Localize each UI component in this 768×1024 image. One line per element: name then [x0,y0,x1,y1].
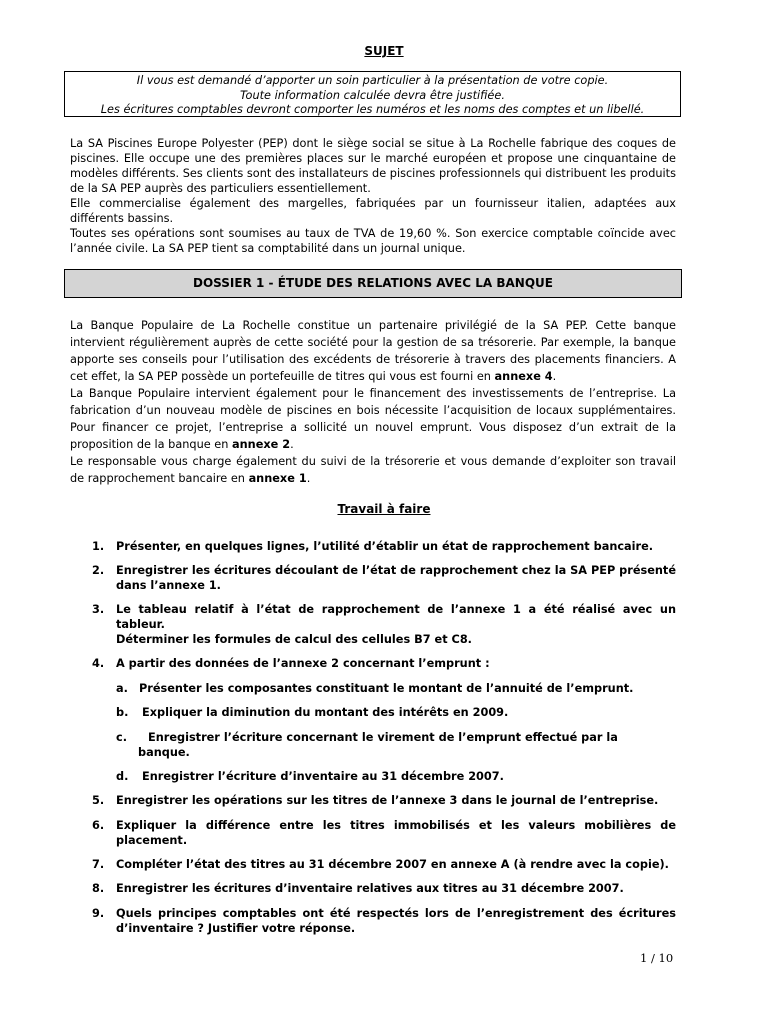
intro-paragraph: Elle commercialise également des margelles, fabriquées par un fournisseur italien, adaptées aux différents bassins. [70,197,676,225]
task-text: A partir des données de l’annexe 2 concernant l’emprunt : [116,657,490,670]
subtask-item [116,769,676,784]
task-item [92,857,676,872]
annex-reference: annexe 1 [248,472,307,485]
task-text-detail: Déterminer les formules de calcul des cellules B7 et C8. [116,633,472,646]
task-text: Compléter l’état des titres au 31 décembre 2007 en annexe A (à rendre avec la copie). [116,858,669,871]
intro-paragraph: Toutes ses opérations sont soumises au taux de TVA de 19,60 %. Son exercice comptable coïncide avec l’année civile. La SA PEP tient sa comptabilité dans un journal unique. [70,227,676,255]
subtask-item [116,730,666,760]
subtask-item [116,705,676,720]
subtask-text: Enregistrer l’écriture concernant le virement de l’emprunt effectué par la banque. [138,731,618,759]
task-item [92,602,676,647]
task-number: 5. [92,794,105,807]
task-text: Le tableau relatif à l’état de rapprochement de l’annexe 1 a été réalisé avec un tableur. [116,603,676,631]
subtask-letter: a. [116,682,128,695]
paragraph-text: Le responsable vous charge également du suivi de la trésorerie et vous demande d’exploiter son travail de rapprochement bancaire en [70,455,676,485]
paragraph-end: . [290,438,294,451]
page-title: SUJET [364,44,404,58]
instructions-box [64,71,681,117]
subtask-text: Présenter les composantes constituant le montant de l’annuité de l’emprunt. [139,682,634,695]
task-number: 2. [92,564,105,577]
task-text: Quels principes comptables ont été respectés lors de l’enregistrement des écritures d’inventaire ? Justifier votre réponse. [116,907,676,935]
task-item [92,793,676,808]
task-item [92,881,676,896]
bank-paragraph [70,453,676,487]
task-text: Présenter, en quelques lignes, l’utilité d’établir un état de rapprochement bancaire. [116,540,654,553]
notice-line: Il vous est demandé d’apporter un soin particulier à la présentation de votre copie. [136,74,609,87]
paragraph-end: . [552,370,557,383]
subtask-letter: c. [116,731,127,744]
task-number: 7. [92,858,105,871]
task-item [92,539,676,554]
notice-line: Les écritures comptables devront comporter les numéros et les noms des comptes et un libellé. [100,103,645,116]
task-number: 1. [92,540,105,553]
company-intro [70,136,676,256]
work-heading: Travail à faire [337,502,431,516]
subtask-item [116,681,676,696]
subtask-text: Expliquer la diminution du montant des intérêts en 2009. [142,706,509,719]
task-number: 3. [92,603,105,616]
annex-reference: annexe 4 [494,370,553,383]
task-item [92,563,676,593]
task-text: Expliquer la différence entre les titres immobilisés et les valeurs mobilières de placement. [116,819,676,847]
task-number: 8. [92,882,105,895]
bank-context [70,317,676,487]
annex-reference: annexe 2 [232,438,291,451]
task-number: 4. [92,657,105,670]
task-item [92,906,676,936]
task-text: Enregistrer les écritures d’inventaire relatives aux titres au 31 décembre 2007. [116,882,624,895]
notice-line: Toute information calculée devra être justifiée. [240,88,505,102]
task-number: 9. [92,907,105,920]
bank-paragraph [70,385,676,453]
subtask-letter: b. [116,706,129,719]
task-text: Enregistrer les écritures découlant de l’état de rapprochement chez la SA PEP présenté dans l’annexe 1. [116,564,676,592]
subtask-letter: d. [116,770,129,783]
paragraph-text: La Banque Populaire de La Rochelle constitue un partenaire privilégié de la SA PEP. Cette banque intervient régulièrement auprès de cette société pour la gestion de sa trésorerie. Par exemple, la banque apporte ses conseils pour l’utilisation des excédents de trésorerie à travers des placements financiers. A cet effet, la SA PEP possède un portefeuille de titres qui vous est fourni en [70,319,676,383]
paragraph-end: . [306,472,311,485]
paragraph-text: La Banque Populaire intervient également pour le financement des investissements de l’entreprise. La fabrication d’un nouveau modèle de piscines en bois nécessite l’acquisition de locaux supplémentaires. Pour financer ce projet, l’entreprise a sollicité un nouvel emprunt. Vous disposez d’un extrait de la proposition de la banque en [70,387,676,451]
task-number: 6. [92,819,105,832]
task-text: Enregistrer les opérations sur les titres de l’annexe 3 dans le journal de l’entreprise. [116,794,659,807]
task-item [92,818,676,848]
dossier-heading: DOSSIER 1 - ÉTUDE DES RELATIONS AVEC LA BANQUE [64,269,682,298]
intro-paragraph: La SA Piscines Europe Polyester (PEP) dont le siège social se situe à La Rochelle fabrique des coques de piscines. Elle occupe une des premières places sur le marché européen et propose une cinquantaine de modèles différents. Ses clients sont des installateurs de piscines professionnels qui distribuent les produits de la SA PEP auprès des particuliers essentiellement. [70,137,676,195]
bank-paragraph [70,317,676,385]
task-item [92,656,676,671]
subtask-text: Enregistrer l’écriture d’inventaire au 31 décembre 2007. [142,770,504,783]
page-number: 1 / 10 [640,951,674,965]
